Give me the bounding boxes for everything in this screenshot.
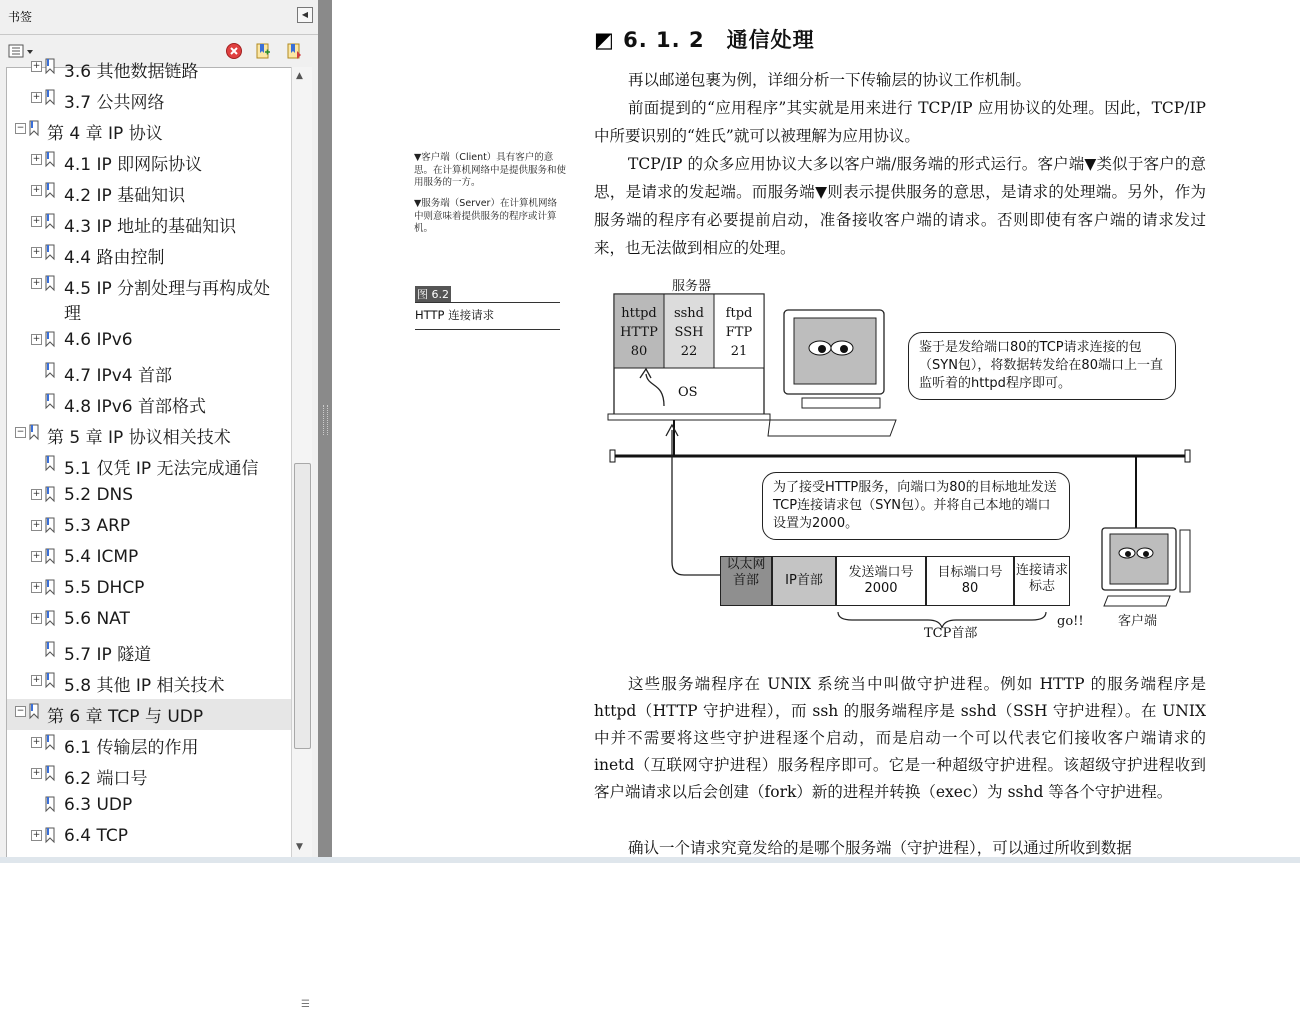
expand-node-icon[interactable]: +: [32, 613, 41, 623]
scrollbar-thumb[interactable]: [294, 463, 311, 1010]
bookmark-label: 4.3 IP 地址的基础知识: [64, 217, 237, 237]
bookmark-item[interactable]: [7, 637, 292, 668]
bookmark-icon: [29, 703, 39, 719]
ethernet-header-cell: 以太网首部: [720, 556, 772, 606]
bookmark-item[interactable]: [7, 147, 292, 178]
panel-title: 书签: [8, 10, 33, 24]
bookmark-chapter[interactable]: [7, 699, 292, 730]
expand-node-icon[interactable]: +: [32, 582, 41, 592]
bookmark-icon: [45, 331, 55, 347]
bookmark-label: 第 6 章 TCP 与 UDP: [47, 707, 204, 727]
bookmark-label: 6.3 UDP: [64, 795, 133, 815]
bookmark-icon: [45, 455, 55, 471]
client-label: 客户端: [1118, 614, 1158, 629]
bookmark-label: 第 5 章 IP 协议相关技术: [47, 428, 231, 448]
bookmark-icon: [45, 486, 55, 502]
collapse-arrow-icon[interactable]: ◀: [297, 7, 313, 23]
scroll-down-icon[interactable]: ▼: [296, 842, 303, 852]
collapse-node-icon[interactable]: −: [16, 427, 25, 437]
paragraph: 确认一个请求究竟发给的是哪个服务端（守护进程），可以通过所收到数据: [628, 839, 1132, 857]
bookmark-icon: [45, 275, 55, 291]
section-title: [594, 24, 815, 54]
bookmark-scrollbar[interactable]: [291, 67, 312, 1010]
bookmark-item[interactable]: [7, 792, 292, 823]
bookmark-label: 3.6 其他数据链路: [64, 62, 199, 82]
bookmark-icon: [45, 548, 55, 564]
expand-node-icon[interactable]: +: [32, 185, 41, 195]
bookmark-icon: [45, 89, 55, 105]
bookmark-icon: [45, 610, 55, 626]
bookmark-icon: [45, 362, 55, 378]
bookmark-icon: [45, 213, 55, 229]
status-strip: [0, 857, 1300, 863]
bookmark-icon: [45, 672, 55, 688]
bookmark-icon: [45, 579, 55, 595]
bookmark-icon: [45, 517, 55, 533]
service-httpd: httpd HTTP 80: [620, 306, 658, 359]
collapse-node-icon[interactable]: −: [16, 706, 25, 716]
bookmark-chapter[interactable]: [7, 116, 292, 147]
bookmark-label: 6.1 传输层的作用: [64, 738, 199, 758]
bookmark-icon: [45, 796, 55, 812]
bookmark-item[interactable]: [7, 606, 292, 637]
ip-header-cell: IP首部: [772, 556, 836, 606]
bookmark-item[interactable]: [7, 358, 292, 389]
bookmark-item[interactable]: [7, 451, 292, 482]
expand-node-icon[interactable]: +: [32, 247, 41, 257]
tcp-header-label: TCP首部: [924, 626, 978, 641]
expand-node-icon[interactable]: +: [32, 830, 41, 840]
bookmark-item[interactable]: [7, 575, 292, 606]
document-page: [332, 0, 1300, 857]
server-monitor-stand: [802, 398, 880, 408]
expand-node-icon[interactable]: +: [32, 551, 41, 561]
expand-node-icon[interactable]: +: [32, 489, 41, 499]
client-keyboard: [1104, 596, 1170, 606]
os-label: OS: [678, 385, 698, 400]
bookmark-label: 5.4 ICMP: [64, 547, 139, 567]
service-sshd: sshd SSH 22: [673, 306, 705, 359]
bookmark-icon: [45, 58, 55, 74]
section-marker-icon: ◩: [594, 28, 615, 52]
bookmark-icon: [29, 424, 39, 440]
bookmark-icon: [45, 151, 55, 167]
bookmark-item[interactable]: [7, 389, 292, 420]
expand-node-icon[interactable]: +: [32, 61, 41, 71]
expand-node-icon[interactable]: +: [32, 334, 41, 344]
source-port-cell: 发送端口号 2000: [836, 556, 926, 606]
expand-node-icon[interactable]: +: [32, 154, 41, 164]
figure-http-connection: [602, 270, 1202, 650]
expand-node-icon[interactable]: +: [32, 768, 41, 778]
bookmark-label: 5.7 IP 隧道: [64, 645, 152, 665]
bookmark-label-wrap: 理: [64, 304, 81, 324]
figure-number-box: [415, 286, 560, 303]
client-speech-bubble: 为了接受HTTP服务，向端口为80的目标地址发送TCP连接请求包（SYN包）。并将自己本地的端口设置为2000。: [762, 472, 1070, 540]
bookmark-item[interactable]: [7, 482, 292, 513]
panel-splitter[interactable]: [318, 0, 332, 863]
paragraph: 前面提到的“应用程序”其实就是用来进行 TCP/IP 应用协议的处理。因此，TCP/IP 中所要识别的“姓氏”就可以被理解为应用协议。: [594, 99, 1206, 145]
collapse-node-icon[interactable]: −: [16, 123, 25, 133]
bookmark-label: 5.6 NAT: [64, 609, 130, 629]
margin-note-client: ▼客户端（Client）具有客户的意思。在计算机网络中是提供服务和使用服务的一方。: [414, 152, 567, 188]
scroll-up-icon[interactable]: ▲: [296, 71, 303, 81]
client-screen: [1110, 534, 1168, 584]
bookmark-label: 5.5 DHCP: [64, 578, 145, 598]
panel-header: [0, 0, 318, 35]
bookmark-chapter[interactable]: [7, 420, 292, 451]
margin-note-server: ▼服务端（Server）在计算机网络中则意味着提供服务的程序或计算机。: [414, 198, 557, 234]
bookmark-item[interactable]: [7, 209, 292, 240]
bookmark-label: 4.7 IPv4 首部: [64, 366, 172, 386]
request-arrow: [672, 430, 720, 575]
bookmark-item[interactable]: [7, 730, 292, 761]
server-base: [608, 414, 770, 420]
paragraph: TCP/IP 的众多应用协议大多以客户端/服务端的形式运行。客户端▼类似于客户的意思，是请求的发起端。而服务端▼则表示提供服务的意思，是请求的处理端。另外，作为服务端的程序有必要提前启动，准备接收客户端的请求。否则即使有客户端的请求发过来，也无法做到相应的处理。: [594, 155, 1206, 257]
bookmark-item[interactable]: [7, 513, 292, 544]
bookmark-label: 4.5 IP 分割处理与再构成处: [64, 279, 271, 299]
bookmark-item[interactable]: [7, 668, 292, 699]
bookmark-label: 第 4 章 IP 协议: [47, 124, 163, 144]
syn-flag-cell: 连接请求标志: [1014, 556, 1070, 606]
bookmark-icon: [45, 393, 55, 409]
figure-caption: HTTP 连接请求: [415, 307, 560, 330]
splitter-grip-icon: [323, 405, 328, 435]
paragraph: 再以邮递包裹为例，详细分析一下传输层的协议工作机制。: [628, 71, 1032, 89]
grip-icon: ☰: [301, 999, 310, 1010]
bookmark-label: 6.2 端口号: [64, 769, 148, 789]
bookmark-item[interactable]: [7, 240, 292, 271]
paragraph: 这些服务端程序在 UNIX 系统当中叫做守护进程。例如 HTTP 的服务端程序是 httpd（HTTP 守护进程），而 ssh 的服务端程序是 sshd（SSH 守护进程）。在 UNIX 中并不需要将这些守护进程逐个启动，而是启动一个可以代表它们接收客户端请求的 inetd（互联网守护进程）服务程序即可。它是一种超级守护进程。该超级守护进程收到客户端请求以后会创建（fork）新的进程并转换（exec）为 sshd 等各个守护进程。: [594, 675, 1206, 801]
bookmark-label: 4.8 IPv6 首部格式: [64, 397, 206, 417]
expand-node-icon[interactable]: +: [32, 675, 41, 685]
bookmark-icon: [45, 827, 55, 843]
bookmark-item[interactable]: [7, 85, 292, 116]
server-label: 服务器: [672, 279, 712, 294]
bookmark-label: 3.7 公共网络: [64, 93, 165, 113]
bookmark-icon: [45, 182, 55, 198]
expand-node-icon[interactable]: +: [32, 737, 41, 747]
bookmark-icon: [29, 120, 39, 136]
bookmark-icon: [45, 641, 55, 657]
dest-port-cell: 目标端口号 80: [926, 556, 1014, 606]
bookmark-label: 5.2 DNS: [64, 485, 134, 505]
bookmark-label: 4.6 IPv6: [64, 330, 133, 350]
bookmark-item[interactable]: [7, 823, 292, 854]
bookmark-item[interactable]: [7, 761, 292, 792]
client-tower: [1180, 530, 1190, 592]
bookmark-icon: [45, 244, 55, 260]
bookmark-label: 4.2 IP 基础知识: [64, 186, 186, 206]
figure-number: 图 6.2: [417, 288, 449, 301]
go-label: go!!: [1057, 614, 1084, 629]
bookmark-icon: [45, 765, 55, 781]
bookmark-icon: [45, 734, 55, 750]
bookmark-item[interactable]: [7, 54, 292, 85]
bookmark-label: 5.3 ARP: [64, 516, 131, 536]
bookmarks-panel: [0, 0, 319, 1010]
bookmark-item[interactable]: [7, 327, 292, 358]
expand-node-icon[interactable]: +: [32, 216, 41, 226]
section-title-text: 6. 1. 2 通信处理: [623, 28, 815, 52]
bookmark-label: 5.8 其他 IP 相关技术: [64, 676, 225, 696]
bookmark-item[interactable]: [7, 178, 292, 209]
bookmark-label: 4.4 路由控制: [64, 248, 165, 268]
server-speech-bubble: 鉴于是发给端口80的TCP请求连接的包（SYN包），将数据转发给在80端口上一直监听着的httpd程序即可。: [908, 332, 1176, 400]
bookmark-label: 6.4 TCP: [64, 826, 128, 846]
bookmark-item[interactable]: [7, 544, 292, 575]
bookmark-label: 4.1 IP 即网际协议: [64, 155, 203, 175]
expand-node-icon[interactable]: +: [32, 278, 41, 288]
server-keyboard: [768, 420, 896, 436]
expand-node-icon[interactable]: +: [32, 92, 41, 102]
expand-node-icon[interactable]: +: [32, 520, 41, 530]
bookmark-tree: [6, 61, 293, 859]
bookmark-label: 5.1 仅凭 IP 无法完成通信: [64, 459, 259, 479]
service-ftpd: ftpd FTP 21: [725, 306, 753, 359]
bookmark-item[interactable]: [7, 271, 292, 327]
